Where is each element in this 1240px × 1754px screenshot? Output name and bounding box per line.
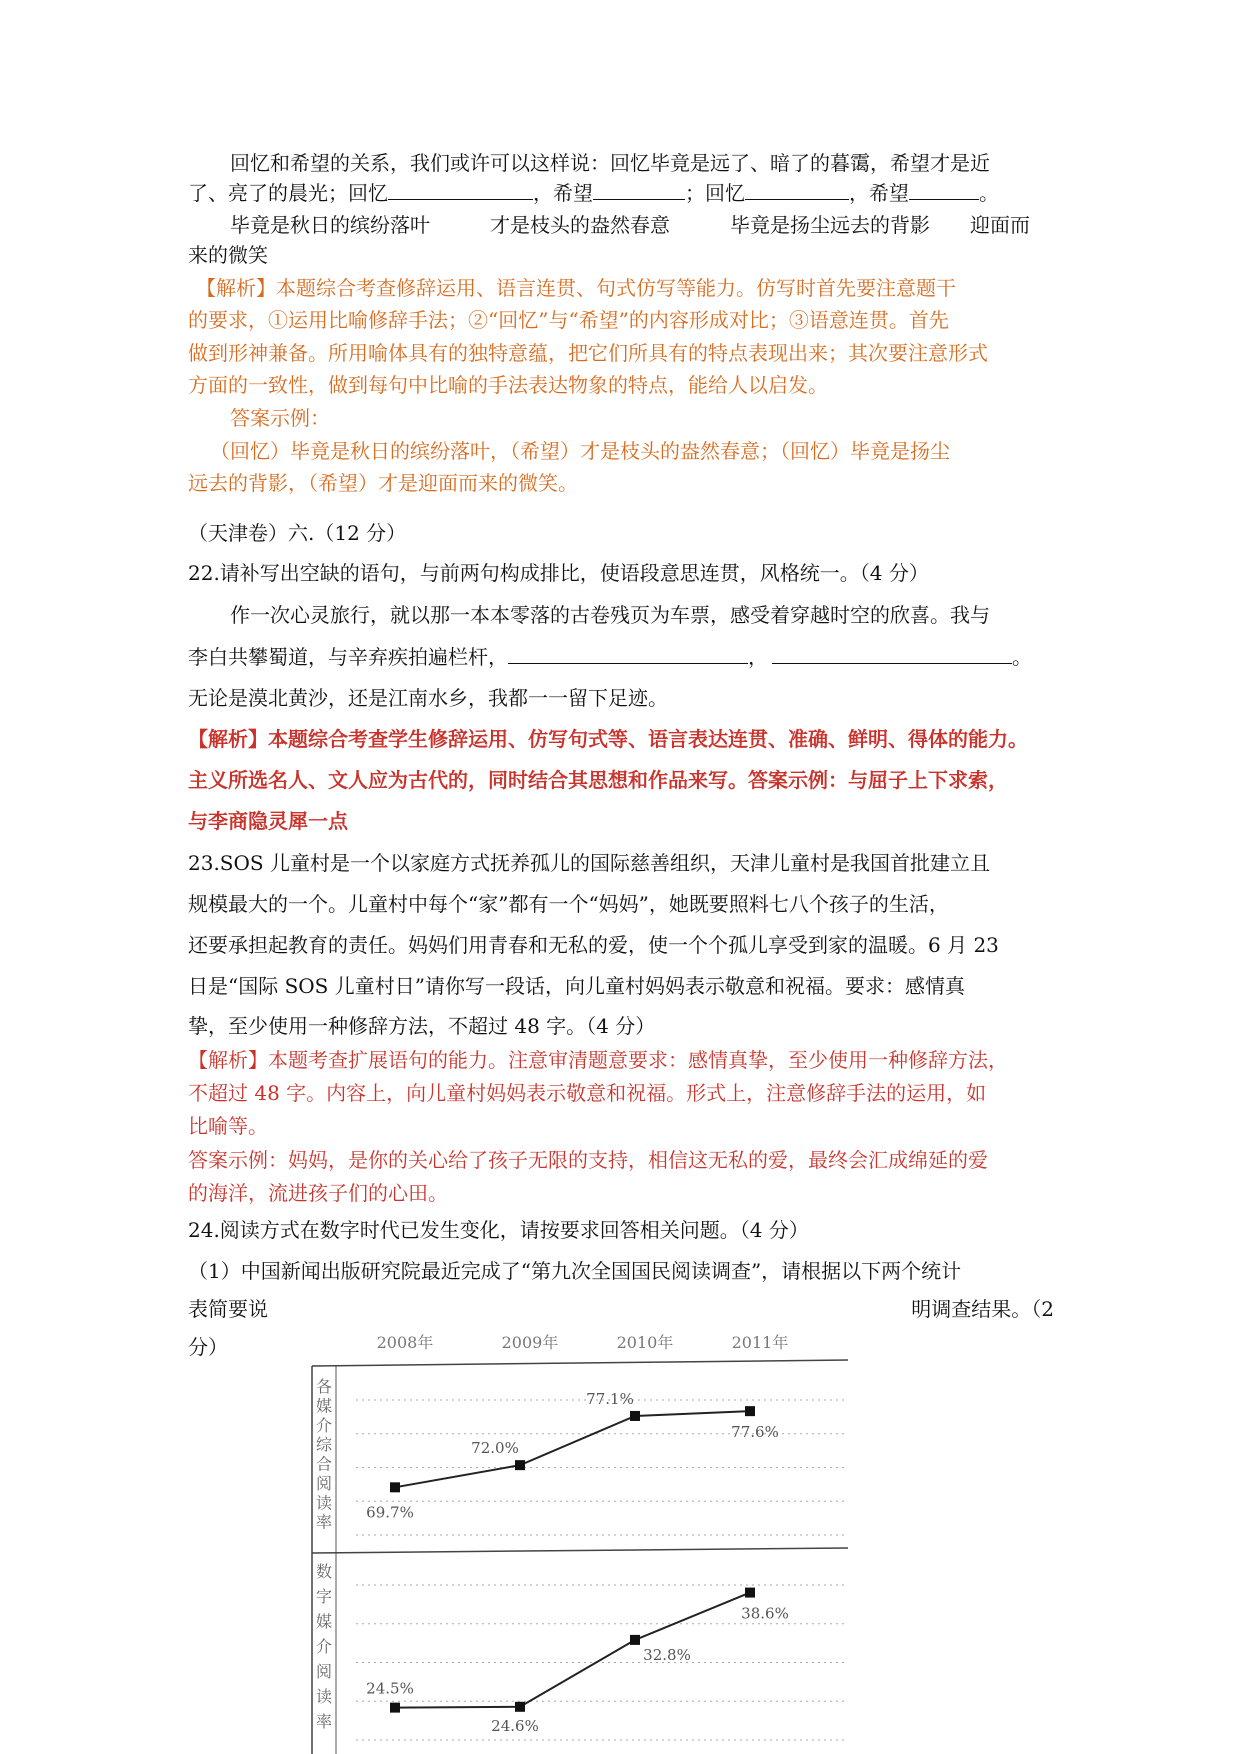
q24-sub1-line1: （1）中国新闻出版研究院最近完成了“第九次全国国民阅读调查”，请根据以下两个统计	[188, 1259, 962, 1283]
q22-para-line2-b: ，	[748, 645, 768, 669]
sec1-line1: 回忆和希望的关系，我们或许可以这样说：回忆毕竟是远了、暗了的暮霭，希望才是近	[230, 151, 990, 175]
year-label-2: 2010年	[616, 1333, 674, 1352]
side-label-char-0-2: 介	[315, 1415, 333, 1435]
q24-sub1-line3: 分）	[188, 1335, 228, 1359]
series-line-0	[395, 1411, 750, 1487]
data-point-1-1	[515, 1702, 525, 1712]
data-point-1-3	[745, 1588, 755, 1598]
sec1-line2-b: ，希望	[533, 181, 593, 205]
analysis-1-line3: 做到形神兼备。所用喻体具有的独特意蕴，把它们所具有的特点表现出来；其次要注意形式	[188, 341, 988, 365]
chart-svg	[300, 1318, 850, 1754]
blank-3[interactable]	[745, 181, 849, 200]
data-point-0-0	[390, 1482, 400, 1492]
side-label-char-0-1: 媒	[315, 1396, 333, 1416]
sec1-line2-e: 。	[979, 181, 999, 205]
data-label-1-2: 32.8%	[643, 1645, 691, 1664]
answer-1-line2: 远去的背影，（希望）才是迎面而来的微笑。	[188, 471, 578, 495]
side-label-char-0-7: 率	[315, 1512, 333, 1532]
answer-23-line2: 的海洋，流进孩子们的心田。	[188, 1181, 448, 1205]
q22-para-line3: 无论是漠北黄沙，还是江南水乡，我都一一留下足迹。	[188, 686, 668, 710]
blank-6[interactable]	[772, 645, 1012, 664]
analysis-22-line3: 与李商隐灵犀一点	[188, 809, 348, 833]
blank-1[interactable]	[388, 181, 533, 200]
data-label-0-0: 69.7%	[366, 1503, 414, 1522]
sec1-line2-a: 了、亮了的晨光；回忆	[188, 181, 388, 205]
analysis-22-line1: 【解析】本题综合考查学生修辞运用、仿写句式等、语言表达连贯、准确、鲜明、得体的能力。	[188, 727, 1028, 751]
data-label-1-1: 24.6%	[491, 1716, 539, 1735]
section-heading: （天津卷）六.（12 分）	[188, 521, 407, 545]
analysis-23-line3: 比喻等。	[188, 1114, 268, 1138]
side-label-char-1-3: 介	[315, 1637, 333, 1656]
answer-23-line1: 答案示例：妈妈，是你的关心给了孩子无限的支持，相信这无私的爱，最终会汇成绵延的爱	[188, 1148, 988, 1172]
question-22: 22.请补写出空缺的语句，与前两句构成排比，使语段意思连贯，风格统一。（4 分）	[188, 561, 929, 585]
data-label-0-2: 77.1%	[586, 1389, 634, 1408]
chart-panel-divider	[312, 1548, 848, 1553]
side-label-char-0-4: 合	[315, 1454, 333, 1474]
analysis-1-line2: 的要求，①运用比喻修辞手法；②“回忆”与“希望”的内容形成对比；③语意连贯。首先	[188, 308, 949, 332]
analysis-23-line1: 【解析】本题考查扩展语句的能力。注意审清题意要求：感情真挚，至少使用一种修辞方法，	[188, 1048, 1008, 1072]
q24-sub1-line2-left: 表简要说	[188, 1297, 268, 1321]
question-23-line4: 日是“国际 SOS 儿童村日”请你写一段话，向儿童村妈妈表示敬意和祝福。要求：感情真	[188, 974, 965, 998]
data-point-1-2	[630, 1635, 640, 1645]
reading-rate-chart	[300, 1318, 850, 1754]
sec1-line4: 来的微笑	[188, 243, 268, 267]
side-label-char-1-1: 字	[315, 1587, 333, 1606]
sec1-line2-c: ；回忆	[685, 181, 745, 205]
blank-4[interactable]	[909, 181, 979, 200]
sec1-line2	[188, 180, 1054, 206]
sec1-line2-d: ，希望	[849, 181, 909, 205]
q22-para-line2-a: 李白共攀蜀道，与辛弃疾拍遍栏杆，	[188, 645, 508, 669]
side-label-char-0-6: 读	[315, 1493, 333, 1513]
side-label-char-0-0: 各	[315, 1377, 333, 1396]
side-label-char-1-2: 媒	[315, 1612, 333, 1631]
question-23-line5: 挚，至少使用一种修辞方法，不超过 48 字。（4 分）	[188, 1014, 656, 1038]
analysis-23-line2: 不超过 48 字。内容上，向儿童村妈妈表示敬意和祝福。形式上，注意修辞手法的运用，如	[188, 1081, 987, 1105]
analysis-1-line4: 方面的一致性，做到每句中比喻的手法表达物象的特点，能给人以启发。	[188, 373, 828, 397]
question-23-line3: 还要承担起教育的责任。妈妈们用青春和无私的爱，使一个个孤儿享受到家的温暖。6 月 23	[188, 933, 999, 957]
data-point-0-3	[745, 1406, 755, 1416]
data-label-1-0: 24.5%	[366, 1679, 414, 1698]
blank-2[interactable]	[593, 181, 685, 200]
q24-sub1-line2-right: 明调查结果。（2	[911, 1297, 1054, 1321]
side-label-char-1-6: 率	[315, 1712, 333, 1731]
side-label-char-0-5: 阅	[315, 1473, 333, 1493]
data-label-0-1: 72.0%	[471, 1439, 519, 1458]
answer-1-label: 答案示例：	[230, 406, 330, 430]
side-label-char-0-3: 综	[315, 1435, 333, 1455]
answer-1-line1: （回忆）毕竟是秋日的缤纷落叶，（希望）才是枝头的盎然春意；（回忆）毕竟是扬尘	[210, 439, 950, 463]
analysis-1-line1: 【解析】本题综合考查修辞运用、语言连贯、句式仿写等能力。仿写时首先要注意题干	[196, 276, 956, 300]
data-label-1-3: 38.6%	[741, 1604, 789, 1623]
data-point-1-0	[390, 1703, 400, 1713]
q22-para-line2	[188, 644, 1054, 670]
question-23-line2: 规模最大的一个。儿童村中每个“家”都有一个“妈妈”，她既要照料七八个孩子的生活，	[188, 892, 949, 916]
year-label-0: 2008年	[376, 1333, 434, 1352]
blank-5[interactable]	[508, 645, 748, 664]
data-point-0-1	[515, 1460, 525, 1470]
side-label-char-1-0: 数	[315, 1562, 333, 1581]
data-label-0-3: 77.6%	[731, 1423, 779, 1442]
sec1-line3: 毕竟是秋日的缤纷落叶 才是枝头的盎然春意 毕竟是扬尘远去的背影 迎面而	[230, 213, 1030, 237]
series-line-1	[395, 1593, 750, 1708]
data-point-0-2	[630, 1411, 640, 1421]
year-label-3: 2011年	[731, 1333, 789, 1352]
q22-para-line1: 作一次心灵旅行，就以那一本本零落的古卷残页为车票，感受着穿越时空的欣喜。我与	[230, 603, 990, 627]
year-label-1: 2009年	[501, 1333, 559, 1352]
question-23-line1: 23.SOS 儿童村是一个以家庭方式抚养孤儿的国际慈善组织，天津儿童村是我国首批建立且	[188, 851, 990, 875]
analysis-22-line2: 主义所选名人、文人应为古代的，同时结合其思想和作品来写。答案示例：与屈子上下求索，	[188, 768, 1008, 792]
question-24: 24.阅读方式在数字时代已发生变化，请按要求回答相关问题。（4 分）	[188, 1218, 809, 1242]
q22-para-line2-c: 。	[1012, 645, 1032, 669]
side-label-char-1-4: 阅	[315, 1662, 333, 1681]
side-label-char-1-5: 读	[315, 1687, 333, 1706]
chart-top-border	[312, 1360, 848, 1366]
